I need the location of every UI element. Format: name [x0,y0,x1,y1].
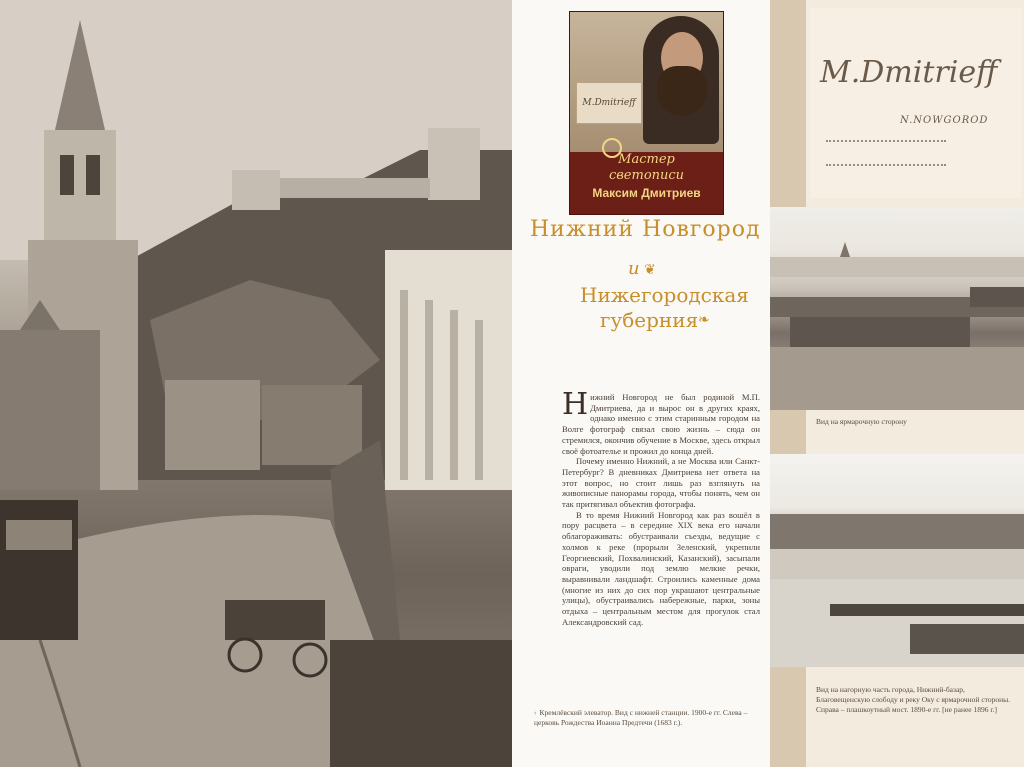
signature-ornament [826,140,946,166]
article-body [562,387,760,627]
caption-left-text: Кремлёвский элеватор. Вид с нижней станции. 1900-е гг. Слева – церковь Рождества Иоанна Предтечи (1683 г.). [534,708,748,727]
paragraph-1: ижний Новгород не был родиной М.П. Дмитриева, да и вырос он в других краях, однако именно с этим старинным городом на Волге фотограф связал свою жизнь – сюда он стремился, окончив обучение в Москве, здесь открыл своё фотоателье и прожил до конца дней. [562,392,760,456]
photo-upper-town-illustration [770,454,1024,667]
ornament-icon: ❧ [698,313,710,328]
heading-line1: Нижний Новгород [530,217,761,242]
photo-fair-illustration [770,207,1024,410]
signature-box [810,8,1022,198]
cover-title-line2: светописи [608,168,685,183]
cover-author: Максим Дмитриев [592,186,701,200]
photo-upper-town [770,454,1024,667]
drop-cap: Н [562,387,589,422]
cover-title-line1: Мастер [618,152,675,167]
paragraph-2: Почему именно Нижний, а не Москва или Санкт-Петербург? В дневниках Дмитриева нет ответа на этот вопрос, но стоит лишь раз взглянуть на живописные панорамы города, чтобы понять, чем он так притягивал объектив фотографа. [562,456,760,510]
photo-fair-side [770,207,1024,410]
caption-fair-side: Вид на ярмарочную сторону [816,417,907,426]
cover-signature: M.Dmitrieff [576,82,642,124]
caret-left-icon: ‹ [534,708,537,717]
ornament-icon: ❦ [644,263,656,278]
heading-line4: губерния [600,308,699,332]
caption-upper-town: Вид на нагорную часть города, Нижний-базар, Благовещенскую слободу и реку Оку с ярмарочной стороны. Справа – плашкоутный мост. 1890-е гг. [не ранее 1896 г.] [816,685,1011,714]
caption-left-photo [534,708,752,728]
book-cover [569,11,724,215]
photographer-signature: M.Dmitrieff [820,55,998,90]
cover-beard [657,66,707,116]
paragraph-3: В то время Нижний Новгород как раз вошёл в пору расцвета – в середине XIX века его начали облагораживать: обустраивали съезды, ведущие с холмов к реке (прорыли Зеленский, укрепили Георгиевский, Похвалинский, Казанский), засыпали овраги, уводили под землю мелкие речки, выравнивали ландшафт. Строились каменные дома (многие из них до сих пор украшают центральные улицы), обустраивались набережные, парки, зоны отдыха – центральным местом для прогулок стал Александровский сад. [562,509,760,627]
signature-city: N.NOWGOROD [900,115,989,126]
heading-line3: Нижегородская [580,283,749,307]
right-page [770,0,1024,767]
text-page [512,0,770,767]
heading-line2: и [628,258,640,279]
